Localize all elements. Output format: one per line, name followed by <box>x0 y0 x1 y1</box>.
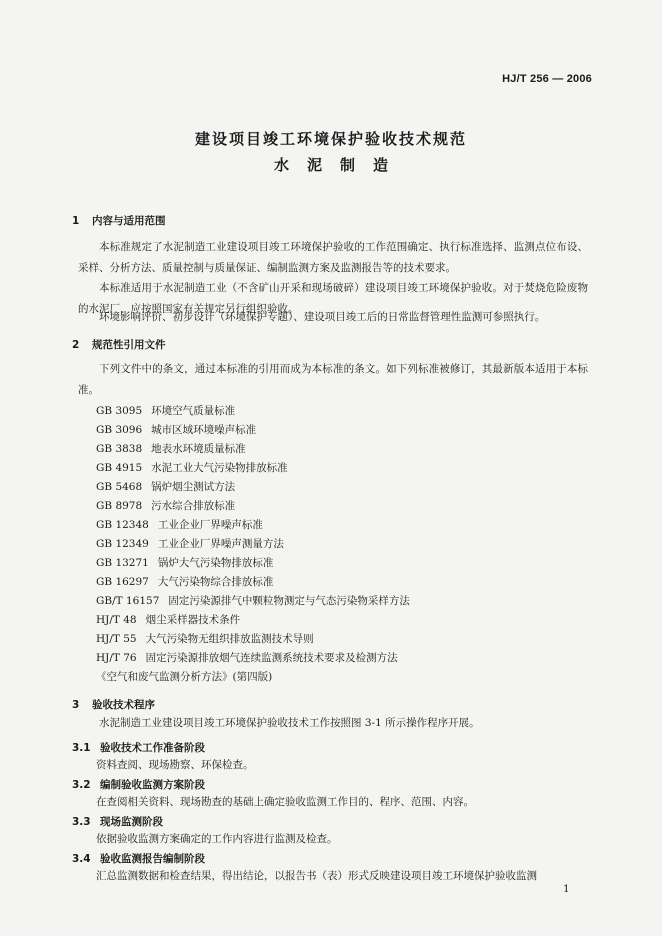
section-2-heading <box>72 337 166 352</box>
section-number: 2 <box>72 339 80 351</box>
subsection-3-4-text: 汇总监测数据和检查结果，得出结论，以报告书（表）形式反映建设项目竣工环境保护验收监测 <box>96 870 537 882</box>
reference-item <box>96 651 398 665</box>
reference-code: GB 3096 <box>96 424 143 436</box>
reference-item <box>96 594 410 608</box>
reference-code: GB 8978 <box>96 500 143 512</box>
section-title: 内容与适用范围 <box>92 215 166 227</box>
reference-item <box>96 556 273 570</box>
reference-code: GB 13271 <box>96 557 149 569</box>
subsection-3-2-heading <box>72 777 205 792</box>
subsection-3-1-text: 资料查阅、现场勘察、环保检查。 <box>96 759 254 771</box>
reference-code: GB/T 16157 <box>96 595 160 607</box>
subsection-number: 3.3 <box>72 816 91 828</box>
section-1-paragraph-2: 本标准适用于水泥制造工业（不含矿山开采和现场破碎）建设项目竣工环境保护验收。对于焚烧危险废物的水泥厂，应按照国家有关规定另行组织验收。 <box>78 282 588 315</box>
reference-item <box>96 613 240 627</box>
reference-code: GB 3838 <box>96 443 143 455</box>
subsection-title: 现场监测阶段 <box>100 816 163 828</box>
page-number: 1 <box>563 883 570 895</box>
subsection-3-3-heading <box>72 814 163 829</box>
reference-name: 污水综合排放标准 <box>151 500 236 512</box>
reference-item <box>96 537 284 551</box>
reference-item <box>96 632 314 646</box>
reference-item <box>96 575 273 589</box>
reference-name: 城市区域环境噪声标准 <box>151 424 257 436</box>
subsection-title: 验收监测报告编制阶段 <box>100 853 205 865</box>
section-3-paragraph-1: 水泥制造工业建设项目竣工环境保护验收技术工作按照图 3-1 所示操作程序开展。 <box>99 717 480 729</box>
standard-code: HJ/T 256 — 2006 <box>502 73 592 85</box>
reference-book: 《空气和废气监测分析方法》(第四版) <box>96 671 273 683</box>
section-title: 验收技术程序 <box>92 699 155 711</box>
reference-name: 固定污染源排气中颗粒物测定与气态污染物采样方法 <box>168 595 410 607</box>
reference-item <box>96 442 246 456</box>
reference-item <box>96 423 256 437</box>
reference-code: HJ/T 55 <box>96 633 137 645</box>
reference-item <box>96 461 288 475</box>
document-title: 建设项目竣工环境保护验收技术规范 <box>194 130 467 148</box>
section-1-paragraph-3: 环境影响评价、初步设计（环境保护专题）、建设项目竣工后的日常监督管理性监测可参照执行。 <box>99 311 546 323</box>
reference-item <box>96 518 263 532</box>
subsection-3-2-text: 在查阅相关资料、现场勘查的基础上确定验收监测工作目的、程序、范围、内容。 <box>96 796 474 808</box>
subsection-title: 编制验收监测方案阶段 <box>100 779 205 791</box>
reference-code: GB 12348 <box>96 519 149 531</box>
reference-name: 工业企业厂界噪声标准 <box>157 519 263 531</box>
reference-code: GB 12349 <box>96 538 149 550</box>
subsection-3-4-heading <box>72 851 205 866</box>
reference-code: HJ/T 76 <box>96 652 137 664</box>
reference-name: 工业企业厂界噪声测量方法 <box>157 538 284 550</box>
section-2-paragraph-1: 下列文件中的条文，通过本标准的引用而成为本标准的条文。如下列标准被修订，其最新版本适用于本标准。 <box>78 363 588 396</box>
subsection-number: 3.1 <box>72 742 91 754</box>
reference-name: 大气污染物无组织排放监测技术导则 <box>145 633 314 645</box>
document-subtitle: 水泥制造 <box>273 156 406 174</box>
reference-name: 大气污染物综合排放标准 <box>157 576 274 588</box>
reference-name: 锅炉大气污染物排放标准 <box>157 557 274 569</box>
section-1-paragraph-1: 本标准规定了水泥制造工业建设项目竣工环境保护验收的工作范围确定、执行标准选择、监测点位布设、采样、分析方法、质量控制与质量保证、编制监测方案及监测报告等的技术要求。 <box>78 241 588 274</box>
reference-item <box>96 480 235 494</box>
reference-code: GB 5468 <box>96 481 143 493</box>
subsection-number: 3.4 <box>72 853 91 865</box>
section-1-heading <box>72 213 166 228</box>
reference-name: 锅炉烟尘测试方法 <box>151 481 236 493</box>
section-number: 1 <box>72 215 80 227</box>
reference-item <box>96 499 235 513</box>
subsection-number: 3.2 <box>72 779 91 791</box>
reference-name: 地表水环境质量标准 <box>151 443 246 455</box>
subsection-title: 验收技术工作准备阶段 <box>100 742 205 754</box>
reference-code: GB 4915 <box>96 462 143 474</box>
reference-name: 烟尘采样器技术条件 <box>145 614 241 626</box>
reference-item <box>96 404 235 418</box>
reference-code: GB 16297 <box>96 576 149 588</box>
subsection-3-1-heading <box>72 740 205 755</box>
reference-code: GB 3095 <box>96 405 143 417</box>
reference-name: 环境空气质量标准 <box>151 405 236 417</box>
section-title: 规范性引用文件 <box>92 339 166 351</box>
reference-name: 水泥工业大气污染物排放标准 <box>151 462 288 474</box>
section-3-heading <box>72 697 155 712</box>
section-number: 3 <box>72 699 80 711</box>
reference-code: HJ/T 48 <box>96 614 137 626</box>
reference-name: 固定污染源排放烟气连续监测系统技术要求及检测方法 <box>145 652 398 664</box>
subsection-3-3-text: 依据验收监测方案确定的工作内容进行监测及检查。 <box>96 833 338 845</box>
